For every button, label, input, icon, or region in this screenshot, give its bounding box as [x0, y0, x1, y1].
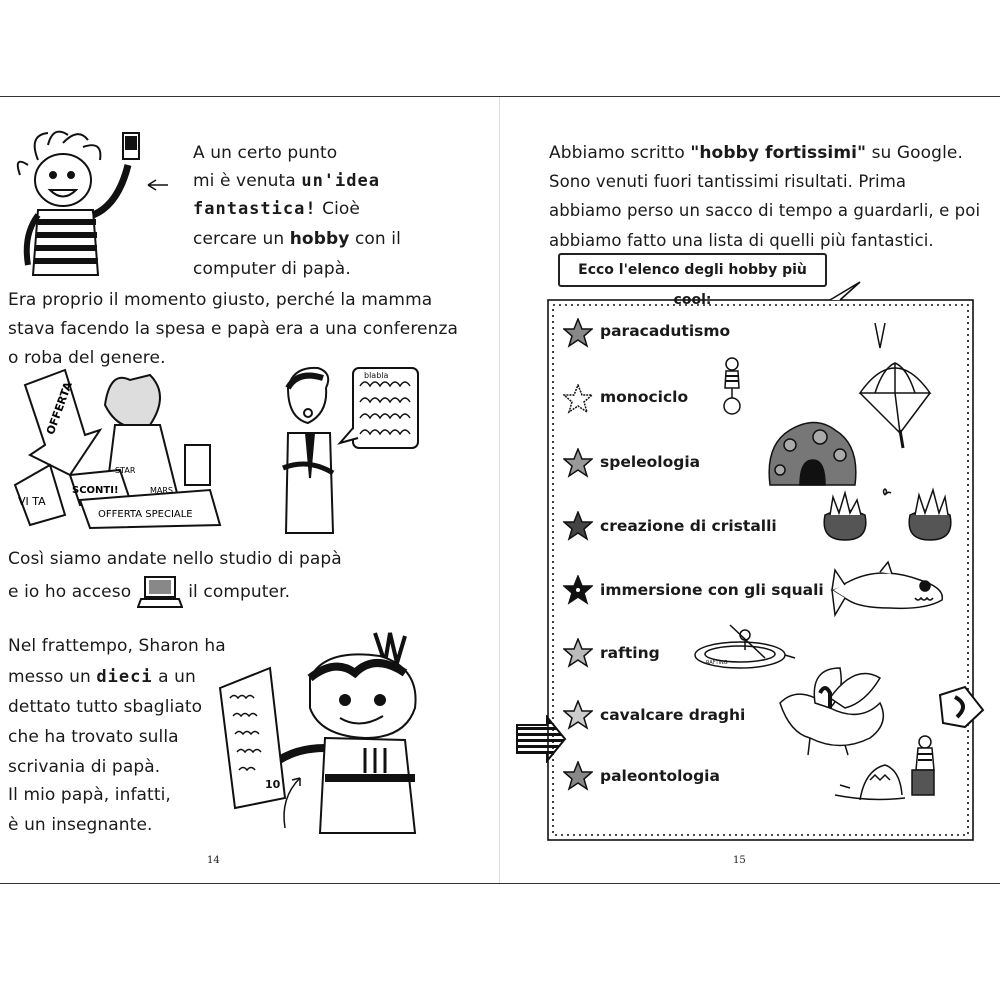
emph-dieci: dieci	[96, 667, 153, 687]
page-number-left: 14	[207, 855, 220, 866]
para2-line-2	[8, 575, 290, 609]
laptop-icon	[137, 575, 183, 609]
intro-line-4-tail: con il	[354, 229, 401, 249]
sign-star: STAR	[115, 466, 136, 475]
para3-line-2	[8, 662, 196, 692]
emph-hobby: hobby	[289, 229, 350, 249]
para1-line-1: Era proprio il momento giusto, perché la mamma	[8, 290, 433, 310]
hobby-item: paracadutismo	[600, 322, 731, 340]
girl-with-phone-illustration	[8, 125, 178, 285]
para3-line-1: Nel frattempo, Sharon ha	[8, 636, 226, 656]
intro-line-1: A un certo punto	[193, 143, 338, 163]
para2-line-1: Così siamo andate nello studio di papà	[8, 549, 342, 569]
star-icon	[563, 511, 593, 541]
emph-idea: un'idea	[301, 171, 380, 191]
dad-conference-illustration	[268, 358, 423, 538]
right-intro-line-1-text: Abbiamo scritto	[549, 143, 685, 163]
star-icon	[563, 700, 593, 730]
hobby-item: speleologia	[600, 453, 701, 471]
intro-line-4	[193, 224, 401, 254]
crystals-illustration	[815, 485, 965, 545]
right-intro-line-4: abbiamo fatto una lista di quelli più fantastici.	[549, 231, 934, 250]
para3-line-6: Il mio papà, infatti,	[8, 785, 171, 805]
para1-line-3: o roba del genere.	[8, 348, 166, 368]
fossil-dig-illustration	[830, 730, 950, 805]
para3-line-7: è un insegnante.	[8, 815, 153, 835]
hobby-item: rafting	[600, 644, 660, 662]
moon-sign-illustration	[935, 685, 985, 730]
para2-line-2-tail: il computer.	[188, 582, 291, 602]
right-intro-line-1-tail: su Google.	[871, 143, 963, 163]
rafting-boat-label: RAFTING	[706, 660, 728, 666]
hobby-item: creazione di cristalli	[600, 517, 777, 535]
star-icon	[563, 575, 593, 605]
intro-line-3	[193, 194, 360, 224]
sign-vita: VI TA	[18, 495, 46, 508]
hobby-item: cavalcare draghi	[600, 706, 746, 724]
cave-illustration	[765, 415, 860, 490]
hobby-list-callout: Ecco l'elenco degli hobby più cool:	[558, 253, 827, 287]
right-intro-line-2: Sono venuti fuori tantissimi risultati. Prima	[549, 172, 907, 191]
hobby-item: monociclo	[600, 388, 689, 406]
emph-fantastica: fantastica!	[193, 199, 317, 219]
shopping-mom-illustration	[10, 365, 230, 530]
hobby-item: immersione con gli squali	[600, 581, 824, 599]
intro-line-3-text: Cioè	[322, 199, 360, 219]
star-icon	[563, 448, 593, 478]
star-icon	[563, 318, 593, 348]
striped-arrow-icon	[515, 715, 567, 763]
right-intro-line-3: abbiamo perso un sacco di tempo a guardarli, e poi	[549, 201, 981, 220]
grade-mark: 10	[265, 778, 281, 791]
intro-line-5: computer di papà.	[193, 259, 351, 279]
sign-mars: MARS	[150, 486, 174, 495]
para3-line-5: scrivania di papà.	[8, 757, 161, 777]
parachute-illustration	[855, 318, 935, 453]
sign-sconti: SCONTI!	[72, 485, 119, 496]
intro-line-2-text: mi è venuta	[193, 171, 296, 191]
star-icon	[563, 384, 593, 414]
page-number-right: 15	[733, 855, 746, 866]
hobby-item: paleontologia	[600, 767, 720, 785]
sign-offerta-speciale: OFFERTA SPECIALE	[98, 509, 193, 520]
para1-line-2: stava facendo la spesa e papà era a una conferenza	[8, 319, 459, 339]
unicycle-illustration	[712, 356, 752, 416]
para2-line-2-text: e io ho acceso	[8, 582, 132, 602]
speech-blabla: blabla	[364, 371, 389, 380]
emph-hobby-fortissimi: "hobby fortissimi"	[690, 143, 867, 163]
star-icon	[563, 638, 593, 668]
right-intro-line-1	[549, 138, 963, 168]
para3-line-4: che ha trovato sulla	[8, 727, 179, 747]
intro-line-4-text: cercare un	[193, 229, 285, 249]
para3-line-3: dettato tutto sbagliato	[8, 697, 203, 717]
star-icon	[563, 761, 593, 791]
para3-line-2-tail: a un	[158, 667, 196, 687]
sharon-grading-illustration	[215, 628, 445, 838]
sign-offerta: OFFERTA	[43, 380, 75, 437]
intro-line-2	[193, 166, 380, 196]
shark-illustration	[830, 560, 950, 625]
para3-line-2-text: messo un	[8, 667, 91, 687]
